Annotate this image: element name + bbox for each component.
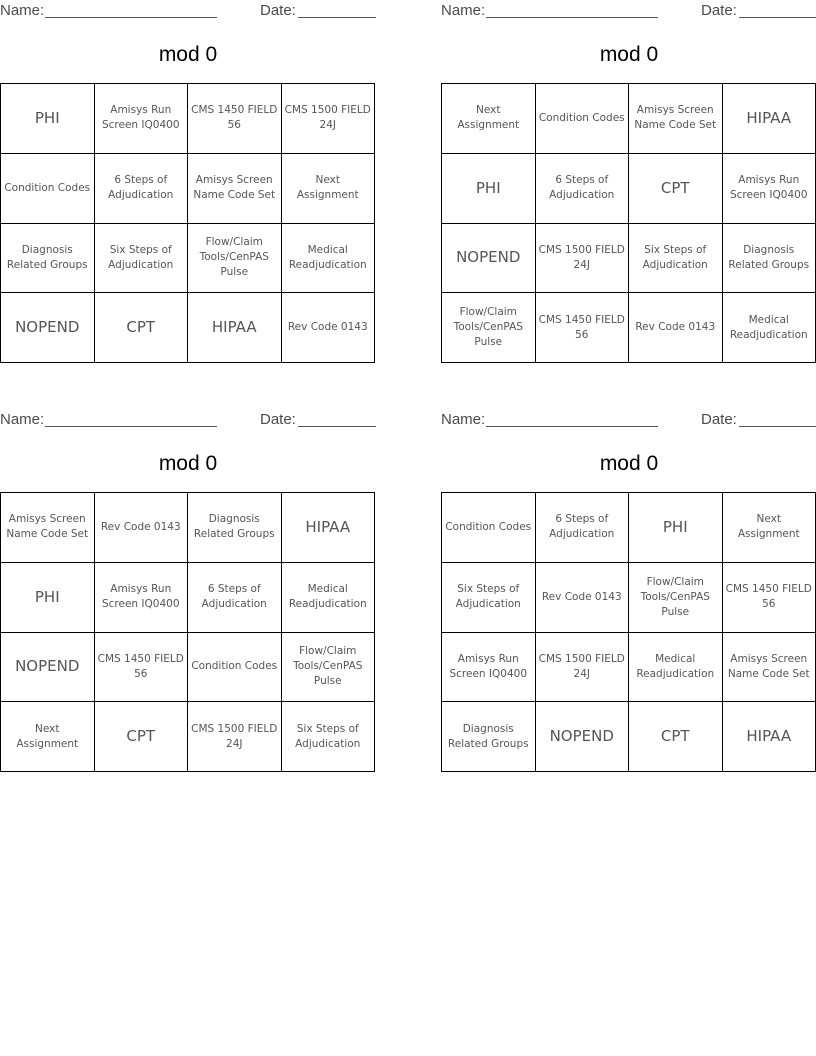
bingo-cell: Next Assignment [442,84,536,154]
bingo-cell: Six Steps of Adjudication [442,563,536,633]
bingo-card-4 [441,409,816,789]
bingo-cell: 6 Steps of Adjudication [95,154,189,224]
bingo-cell: Next Assignment [1,702,95,772]
bingo-cell: Diagnosis Related Groups [1,224,95,294]
bingo-cell: Amisys Screen Name Code Set [723,633,816,703]
bingo-cell: 6 Steps of Adjudication [536,154,630,224]
bingo-grid [441,492,816,772]
name-blank [45,17,217,18]
bingo-cell: Rev Code 0143 [536,563,630,633]
bingo-cell: Six Steps of Adjudication [282,702,376,772]
bingo-cell: Medical Readjudication [629,633,723,703]
bingo-card-2 [441,0,816,380]
bingo-cell: CPT [629,154,723,224]
date-blank [298,17,376,18]
bingo-cell: CMS 1450 FIELD 56 [95,633,189,703]
bingo-cell: Six Steps of Adjudication [629,224,723,294]
date-blank [298,426,376,427]
bingo-cell: NOPEND [536,702,630,772]
bingo-cell: Medical Readjudication [723,293,816,363]
bingo-cell: HIPAA [723,84,816,154]
bingo-cell: 6 Steps of Adjudication [536,493,630,563]
bingo-cell: Rev Code 0143 [629,293,723,363]
name-blank [486,17,658,18]
bingo-cell: HIPAA [723,702,816,772]
name-label: Name: [441,411,486,428]
bingo-cell: CPT [95,293,189,363]
bingo-cell: Rev Code 0143 [282,293,376,363]
bingo-cell: Medical Readjudication [282,563,376,633]
bingo-cell: PHI [442,154,536,224]
bingo-cell: Flow/Claim Tools/CenPAS Pulse [629,563,723,633]
bingo-cell: Next Assignment [282,154,376,224]
bingo-cell: HIPAA [282,493,376,563]
bingo-cell: CMS 1500 FIELD 24J [536,633,630,703]
bingo-cell: Diagnosis Related Groups [442,702,536,772]
bingo-cell: Diagnosis Related Groups [188,493,282,563]
card-header [0,409,376,429]
bingo-cell: Condition Codes [536,84,630,154]
bingo-cell: NOPEND [1,293,95,363]
bingo-cell: Condition Codes [442,493,536,563]
bingo-cell: PHI [1,84,95,154]
bingo-cell: Amisys Run Screen IQ0400 [95,563,189,633]
bingo-cell: Amisys Screen Name Code Set [1,493,95,563]
bingo-cell: Amisys Run Screen IQ0400 [442,633,536,703]
card-header [441,409,816,429]
name-blank [45,426,217,427]
card-title: mod 0 [158,452,218,475]
bingo-cell: CPT [629,702,723,772]
bingo-cell: Condition Codes [188,633,282,703]
bingo-cell: Amisys Run Screen IQ0400 [723,154,816,224]
bingo-cell: Next Assignment [723,493,816,563]
bingo-cell: Flow/Claim Tools/CenPAS Pulse [442,293,536,363]
bingo-cell: NOPEND [1,633,95,703]
bingo-cell: CMS 1450 FIELD 56 [536,293,630,363]
bingo-cell: PHI [629,493,723,563]
date-label: Date: [701,2,737,19]
bingo-cell: Amisys Screen Name Code Set [188,154,282,224]
bingo-cell: CMS 1500 FIELD 24J [282,84,376,154]
bingo-grid [441,83,816,363]
name-blank [486,426,658,427]
bingo-cell: Diagnosis Related Groups [723,224,816,294]
date-blank [739,17,816,18]
bingo-cell: NOPEND [442,224,536,294]
bingo-cell: CMS 1450 FIELD 56 [723,563,816,633]
card-title: mod 0 [599,452,659,475]
name-label: Name: [0,411,45,428]
bingo-cell: PHI [1,563,95,633]
date-label: Date: [260,2,296,19]
bingo-cell: Rev Code 0143 [95,493,189,563]
bingo-cell: 6 Steps of Adjudication [188,563,282,633]
bingo-card-1 [0,0,376,380]
bingo-grid [0,83,375,363]
date-label: Date: [260,411,296,428]
bingo-cell: CPT [95,702,189,772]
date-blank [739,426,816,427]
bingo-cell: Condition Codes [1,154,95,224]
card-title: mod 0 [158,43,218,66]
bingo-cell: Six Steps of Adjudication [95,224,189,294]
card-header [441,0,816,20]
name-label: Name: [441,2,486,19]
bingo-cell: Flow/Claim Tools/CenPAS Pulse [188,224,282,294]
bingo-cell: Medical Readjudication [282,224,376,294]
card-header [0,0,376,20]
date-label: Date: [701,411,737,428]
bingo-cell: HIPAA [188,293,282,363]
bingo-card-3 [0,409,376,789]
bingo-cell: CMS 1500 FIELD 24J [536,224,630,294]
name-label: Name: [0,2,45,19]
bingo-cell: Amisys Screen Name Code Set [629,84,723,154]
card-title: mod 0 [599,43,659,66]
bingo-grid [0,492,375,772]
bingo-cell: CMS 1500 FIELD 24J [188,702,282,772]
bingo-cell: Amisys Run Screen IQ0400 [95,84,189,154]
bingo-cell: CMS 1450 FIELD 56 [188,84,282,154]
bingo-cell: Flow/Claim Tools/CenPAS Pulse [282,633,376,703]
